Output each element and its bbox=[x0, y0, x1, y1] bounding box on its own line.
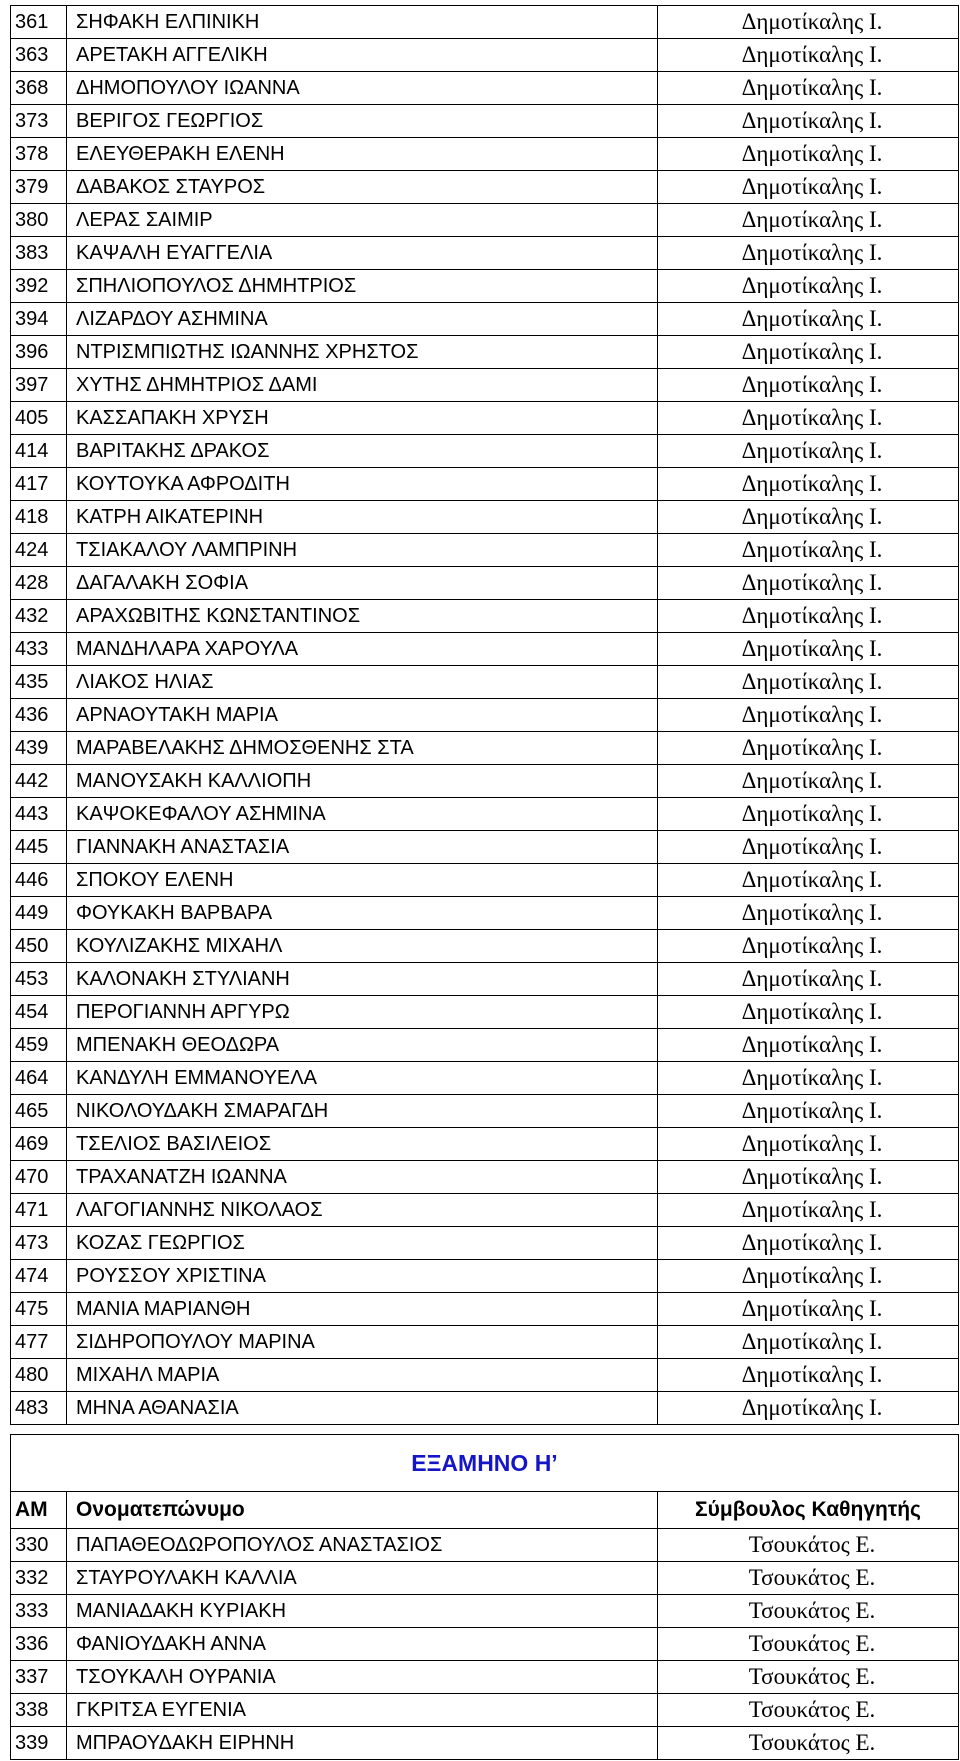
advisor-name: Τσουκάτος Ε. bbox=[658, 1595, 959, 1628]
student-name: ΚΟΖΑΣ ΓΕΩΡΓΙΟΣ bbox=[67, 1227, 658, 1260]
student-am: 337 bbox=[11, 1661, 67, 1694]
header-name: Ονοματεπώνυμο bbox=[67, 1492, 658, 1529]
student-name: ΛΕΡΑΣ ΣΑΙΜΙΡ bbox=[67, 204, 658, 237]
student-name: ΔΗΜΟΠΟΥΛΟΥ ΙΩΑΝΝΑ bbox=[67, 72, 658, 105]
student-am: 469 bbox=[11, 1128, 67, 1161]
student-name: ΜΗΝΑ ΑΘΑΝΑΣΙΑ bbox=[67, 1392, 658, 1425]
table-row bbox=[11, 1095, 959, 1128]
table-row bbox=[11, 501, 959, 534]
student-am: 454 bbox=[11, 996, 67, 1029]
advisor-name: Δημοτίκαλης Ι. bbox=[658, 600, 959, 633]
advisor-name: Δημοτίκαλης Ι. bbox=[658, 1161, 959, 1194]
table-row bbox=[11, 798, 959, 831]
advisor-name: Δημοτίκαλης Ι. bbox=[658, 633, 959, 666]
advisor-name: Δημοτίκαλης Ι. bbox=[658, 765, 959, 798]
table-row bbox=[11, 468, 959, 501]
table-row bbox=[11, 369, 959, 402]
student-name: ΕΛΕΥΘΕΡΑΚΗ ΕΛΕΝΗ bbox=[67, 138, 658, 171]
advisor-name: Δημοτίκαλης Ι. bbox=[658, 501, 959, 534]
students-table-body bbox=[11, 6, 959, 1425]
advisor-name: Δημοτίκαλης Ι. bbox=[658, 897, 959, 930]
advisor-name: Δημοτίκαλης Ι. bbox=[658, 72, 959, 105]
student-name: ΦΑΝΙΟΥΔΑΚΗ ΑΝΝΑ bbox=[67, 1628, 658, 1661]
table-row bbox=[11, 1128, 959, 1161]
student-name: ΜΑΝΟΥΣΑΚΗ ΚΑΛΛΙΟΠΗ bbox=[67, 765, 658, 798]
student-name: ΔΑΓΑΛΑΚΗ ΣΟΦΙΑ bbox=[67, 567, 658, 600]
table-row bbox=[11, 1194, 959, 1227]
student-name: ΣΠΟΚΟΥ ΕΛΕΝΗ bbox=[67, 864, 658, 897]
student-name: ΣΤΑΥΡΟΥΛΑΚΗ ΚΑΛΛΙΑ bbox=[67, 1562, 658, 1595]
table-row bbox=[11, 534, 959, 567]
advisor-name: Δημοτίκαλης Ι. bbox=[658, 666, 959, 699]
table-row bbox=[11, 402, 959, 435]
table-row bbox=[11, 1694, 959, 1727]
student-am: 453 bbox=[11, 963, 67, 996]
advisor-name: Δημοτίκαλης Ι. bbox=[658, 468, 959, 501]
student-am: 417 bbox=[11, 468, 67, 501]
table-row bbox=[11, 237, 959, 270]
student-am: 332 bbox=[11, 1562, 67, 1595]
table-row bbox=[11, 765, 959, 798]
table-row bbox=[11, 1359, 959, 1392]
advisor-name: Τσουκάτος Ε. bbox=[658, 1661, 959, 1694]
student-am: 378 bbox=[11, 138, 67, 171]
advisor-name: Δημοτίκαλης Ι. bbox=[658, 699, 959, 732]
student-am: 477 bbox=[11, 1326, 67, 1359]
header-am: ΑΜ bbox=[11, 1492, 67, 1529]
table-row bbox=[11, 270, 959, 303]
table-row bbox=[11, 930, 959, 963]
table-row bbox=[11, 1293, 959, 1326]
advisor-name: Δημοτίκαλης Ι. bbox=[658, 1194, 959, 1227]
table-row bbox=[11, 1029, 959, 1062]
table-row bbox=[11, 1260, 959, 1293]
student-name: ΣΠΗΛΙΟΠΟΥΛΟΣ ΔΗΜΗΤΡΙΟΣ bbox=[67, 270, 658, 303]
student-am: 405 bbox=[11, 402, 67, 435]
student-am: 475 bbox=[11, 1293, 67, 1326]
student-name: ΣΗΦΑΚΗ ΕΛΠΙΝΙΚΗ bbox=[67, 6, 658, 39]
student-name: ΤΣΟΥΚΑΛΗ ΟΥΡΑΝΙΑ bbox=[67, 1661, 658, 1694]
student-name: ΓΙΑΝΝΑΚΗ ΑΝΑΣΤΑΣΙΑ bbox=[67, 831, 658, 864]
student-am: 465 bbox=[11, 1095, 67, 1128]
student-am: 483 bbox=[11, 1392, 67, 1425]
advisor-name: Δημοτίκαλης Ι. bbox=[658, 864, 959, 897]
table-row bbox=[11, 72, 959, 105]
advisor-name: Δημοτίκαλης Ι. bbox=[658, 996, 959, 1029]
table-header-row bbox=[11, 1492, 959, 1529]
student-name: ΛΑΓΟΓΙΑΝΝΗΣ ΝΙΚΟΛΑΟΣ bbox=[67, 1194, 658, 1227]
table-row bbox=[11, 1326, 959, 1359]
student-am: 396 bbox=[11, 336, 67, 369]
table-row bbox=[11, 171, 959, 204]
student-name: ΚΑΨΟΚΕΦΑΛΟΥ ΑΣΗΜΙΝΑ bbox=[67, 798, 658, 831]
student-name: ΚΟΥΤΟΥΚΑ ΑΦΡΟΔΙΤΗ bbox=[67, 468, 658, 501]
advisor-name: Δημοτίκαλης Ι. bbox=[658, 534, 959, 567]
advisor-name: Δημοτίκαλης Ι. bbox=[658, 6, 959, 39]
student-am: 414 bbox=[11, 435, 67, 468]
advisor-name: Δημοτίκαλης Ι. bbox=[658, 831, 959, 864]
student-name: ΚΑΛΟΝΑΚΗ ΣΤΥΛΙΑΝΗ bbox=[67, 963, 658, 996]
student-name: ΛΙΖΑΡΔΟΥ ΑΣΗΜΙΝΑ bbox=[67, 303, 658, 336]
student-am: 459 bbox=[11, 1029, 67, 1062]
table-row bbox=[11, 1392, 959, 1425]
table-row bbox=[11, 1661, 959, 1694]
student-name: ΓΚΡΙΤΣΑ ΕΥΓΕΝΙΑ bbox=[67, 1694, 658, 1727]
table-row bbox=[11, 303, 959, 336]
advisor-name: Δημοτίκαλης Ι. bbox=[658, 798, 959, 831]
student-am: 394 bbox=[11, 303, 67, 336]
student-am: 392 bbox=[11, 270, 67, 303]
student-am: 474 bbox=[11, 1260, 67, 1293]
student-am: 442 bbox=[11, 765, 67, 798]
advisor-name: Δημοτίκαλης Ι. bbox=[658, 567, 959, 600]
student-name: ΦΟΥΚΑΚΗ ΒΑΡΒΑΡΑ bbox=[67, 897, 658, 930]
advisor-name: Δημοτίκαλης Ι. bbox=[658, 732, 959, 765]
student-name: ΒΑΡΙΤΑΚΗΣ ΔΡΑΚΟΣ bbox=[67, 435, 658, 468]
table-row bbox=[11, 39, 959, 72]
student-name: ΤΣΕΛΙΟΣ ΒΑΣΙΛΕΙΟΣ bbox=[67, 1128, 658, 1161]
advisor-name: Δημοτίκαλης Ι. bbox=[658, 1359, 959, 1392]
advisor-name: Τσουκάτος Ε. bbox=[658, 1628, 959, 1661]
student-name: ΑΡΕΤΑΚΗ ΑΓΓΕΛΙΚΗ bbox=[67, 39, 658, 72]
semester-h-table bbox=[10, 1434, 959, 1760]
advisor-name: Δημοτίκαλης Ι. bbox=[658, 1095, 959, 1128]
table-row bbox=[11, 1062, 959, 1095]
advisor-name: Δημοτίκαλης Ι. bbox=[658, 1260, 959, 1293]
advisor-name: Τσουκάτος Ε. bbox=[658, 1727, 959, 1760]
advisor-name: Δημοτίκαλης Ι. bbox=[658, 336, 959, 369]
student-name: ΡΟΥΣΣΟΥ ΧΡΙΣΤΙΝΑ bbox=[67, 1260, 658, 1293]
advisor-name: Δημοτίκαλης Ι. bbox=[658, 237, 959, 270]
student-name: ΤΣΙΑΚΑΛΟΥ ΛΑΜΠΡΙΝΗ bbox=[67, 534, 658, 567]
student-name: ΚΑΨΑΛΗ ΕΥΑΓΓΕΛΙΑ bbox=[67, 237, 658, 270]
advisor-name: Δημοτίκαλης Ι. bbox=[658, 105, 959, 138]
table-row bbox=[11, 633, 959, 666]
table-row bbox=[11, 1727, 959, 1760]
student-name: ΛΙΑΚΟΣ ΗΛΙΑΣ bbox=[67, 666, 658, 699]
student-am: 439 bbox=[11, 732, 67, 765]
table-row bbox=[11, 1628, 959, 1661]
advisor-name: Δημοτίκαλης Ι. bbox=[658, 39, 959, 72]
student-name: ΧΥΤΗΣ ΔΗΜΗΤΡΙΟΣ ΔΑΜΙ bbox=[67, 369, 658, 402]
student-am: 383 bbox=[11, 237, 67, 270]
table-row bbox=[11, 204, 959, 237]
table-row bbox=[11, 138, 959, 171]
student-am: 436 bbox=[11, 699, 67, 732]
student-name: ΚΑΣΣΑΠΑΚΗ ΧΡΥΣΗ bbox=[67, 402, 658, 435]
advisor-name: Δημοτίκαλης Ι. bbox=[658, 963, 959, 996]
student-am: 446 bbox=[11, 864, 67, 897]
advisor-name: Δημοτίκαλης Ι. bbox=[658, 204, 959, 237]
advisor-name: Δημοτίκαλης Ι. bbox=[658, 171, 959, 204]
table-row bbox=[11, 1227, 959, 1260]
advisor-name: Δημοτίκαλης Ι. bbox=[658, 402, 959, 435]
student-name: ΤΡΑΧΑΝΑΤΖΗ ΙΩΑΝΝΑ bbox=[67, 1161, 658, 1194]
student-name: ΜΙΧΑΗΛ ΜΑΡΙΑ bbox=[67, 1359, 658, 1392]
student-name: ΑΡΝΑΟΥΤΑΚΗ ΜΑΡΙΑ bbox=[67, 699, 658, 732]
student-name: ΠΕΡΟΓΙΑΝΝΗ ΑΡΓΥΡΩ bbox=[67, 996, 658, 1029]
semester-title: ΕΞΑΜΗΝΟ Η’ bbox=[11, 1435, 959, 1492]
advisor-name: Δημοτίκαλης Ι. bbox=[658, 1062, 959, 1095]
student-am: 339 bbox=[11, 1727, 67, 1760]
student-am: 338 bbox=[11, 1694, 67, 1727]
table-row bbox=[11, 864, 959, 897]
semester-title-row bbox=[11, 1435, 959, 1492]
student-name: ΔΑΒΑΚΟΣ ΣΤΑΥΡΟΣ bbox=[67, 171, 658, 204]
table-row bbox=[11, 600, 959, 633]
student-am: 330 bbox=[11, 1529, 67, 1562]
student-name: ΜΠΕΝΑΚΗ ΘΕΟΔΩΡΑ bbox=[67, 1029, 658, 1062]
student-name: ΚΟΥΛΙΖΑΚΗΣ ΜΙΧΑΗΛ bbox=[67, 930, 658, 963]
student-name: ΣΙΔΗΡΟΠΟΥΛΟΥ ΜΑΡΙΝΑ bbox=[67, 1326, 658, 1359]
advisor-name: Δημοτίκαλης Ι. bbox=[658, 1293, 959, 1326]
student-am: 471 bbox=[11, 1194, 67, 1227]
student-am: 433 bbox=[11, 633, 67, 666]
student-am: 397 bbox=[11, 369, 67, 402]
advisor-name: Δημοτίκαλης Ι. bbox=[658, 138, 959, 171]
student-am: 363 bbox=[11, 39, 67, 72]
student-am: 464 bbox=[11, 1062, 67, 1095]
table-row bbox=[11, 666, 959, 699]
student-am: 473 bbox=[11, 1227, 67, 1260]
advisor-name: Δημοτίκαλης Ι. bbox=[658, 1128, 959, 1161]
table-row bbox=[11, 1161, 959, 1194]
student-am: 449 bbox=[11, 897, 67, 930]
table-row bbox=[11, 1529, 959, 1562]
student-am: 379 bbox=[11, 171, 67, 204]
student-am: 470 bbox=[11, 1161, 67, 1194]
advisor-name: Δημοτίκαλης Ι. bbox=[658, 1227, 959, 1260]
student-am: 480 bbox=[11, 1359, 67, 1392]
student-name: ΝΤΡΙΣΜΠΙΩΤΗΣ ΙΩΑΝΝΗΣ ΧΡΗΣΤΟΣ bbox=[67, 336, 658, 369]
students-table-continued bbox=[10, 5, 959, 1425]
student-am: 435 bbox=[11, 666, 67, 699]
table-row bbox=[11, 336, 959, 369]
student-am: 361 bbox=[11, 6, 67, 39]
student-am: 373 bbox=[11, 105, 67, 138]
student-am: 443 bbox=[11, 798, 67, 831]
advisor-name: Δημοτίκαλης Ι. bbox=[658, 1326, 959, 1359]
advisor-name: Δημοτίκαλης Ι. bbox=[658, 303, 959, 336]
advisor-name: Τσουκάτος Ε. bbox=[658, 1562, 959, 1595]
table-row bbox=[11, 732, 959, 765]
student-name: ΚΑΤΡΗ ΑΙΚΑΤΕΡΙΝΗ bbox=[67, 501, 658, 534]
table-row bbox=[11, 699, 959, 732]
table-row bbox=[11, 963, 959, 996]
student-am: 424 bbox=[11, 534, 67, 567]
advisor-name: Δημοτίκαλης Ι. bbox=[658, 1029, 959, 1062]
advisor-name: Δημοτίκαλης Ι. bbox=[658, 270, 959, 303]
table-row bbox=[11, 1562, 959, 1595]
table-row bbox=[11, 996, 959, 1029]
advisor-name: Τσουκάτος Ε. bbox=[658, 1694, 959, 1727]
table-row bbox=[11, 105, 959, 138]
advisor-name: Δημοτίκαλης Ι. bbox=[658, 435, 959, 468]
table-row bbox=[11, 897, 959, 930]
student-am: 336 bbox=[11, 1628, 67, 1661]
student-name: ΜΑΡΑΒΕΛΑΚΗΣ ΔΗΜΟΣΘΕΝΗΣ ΣΤΑ bbox=[67, 732, 658, 765]
student-am: 428 bbox=[11, 567, 67, 600]
student-name: ΒΕΡΙΓΟΣ ΓΕΩΡΓΙΟΣ bbox=[67, 105, 658, 138]
student-am: 450 bbox=[11, 930, 67, 963]
student-am: 432 bbox=[11, 600, 67, 633]
table-row bbox=[11, 435, 959, 468]
advisor-name: Δημοτίκαλης Ι. bbox=[658, 930, 959, 963]
advisor-name: Δημοτίκαλης Ι. bbox=[658, 1392, 959, 1425]
student-am: 418 bbox=[11, 501, 67, 534]
student-name: ΜΑΝΙΑ ΜΑΡΙΑΝΘΗ bbox=[67, 1293, 658, 1326]
student-am: 380 bbox=[11, 204, 67, 237]
student-name: ΜΑΝΙΑΔΑΚΗ ΚΥΡΙΑΚΗ bbox=[67, 1595, 658, 1628]
advisor-name: Τσουκάτος Ε. bbox=[658, 1529, 959, 1562]
student-name: ΝΙΚΟΛΟΥΔΑΚΗ ΣΜΑΡΑΓΔΗ bbox=[67, 1095, 658, 1128]
student-name: ΠΑΠΑΘΕΟΔΩΡΟΠΟΥΛΟΣ ΑΝΑΣΤΑΣΙΟΣ bbox=[67, 1529, 658, 1562]
student-am: 368 bbox=[11, 72, 67, 105]
student-am: 445 bbox=[11, 831, 67, 864]
student-name: ΜΠΡΑΟΥΔΑΚΗ ΕΙΡΗΝΗ bbox=[67, 1727, 658, 1760]
semester-table-body bbox=[11, 1529, 959, 1760]
student-name: ΑΡΑΧΩΒΙΤΗΣ ΚΩΝΣΤΑΝΤΙΝΟΣ bbox=[67, 600, 658, 633]
student-am: 333 bbox=[11, 1595, 67, 1628]
header-advisor: Σύμβουλος Καθηγητής bbox=[658, 1492, 959, 1529]
advisor-name: Δημοτίκαλης Ι. bbox=[658, 369, 959, 402]
table-row bbox=[11, 1595, 959, 1628]
student-name: ΚΑΝΔΥΛΗ ΕΜΜΑΝΟΥΕΛΑ bbox=[67, 1062, 658, 1095]
student-name: ΜΑΝΔΗΛΑΡΑ ΧΑΡΟΥΛΑ bbox=[67, 633, 658, 666]
table-row bbox=[11, 6, 959, 39]
table-row bbox=[11, 567, 959, 600]
table-row bbox=[11, 831, 959, 864]
